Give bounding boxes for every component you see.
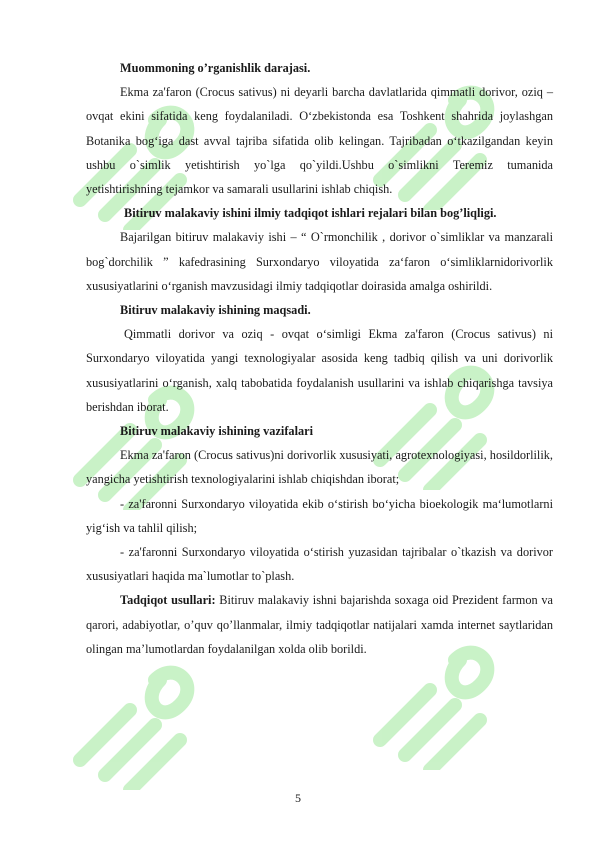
list-item: - za'faronni Surxondaryo viloyatida o‘stirish yuzasidan tajribalar o`tkazish va dorivor xususiyatlari haqida ma`lumotlar to`plash. xyxy=(86,545,553,584)
list-item: - za'faronni Surxondaryo viloyatida ekib o‘stirish bo‘yicha bioekologik ma‘lumotlarni yig‘ish va tahlil qilish; xyxy=(86,496,553,535)
paragraph xyxy=(86,588,553,661)
paragraph: Bajarilgan bitiruv malakaviy ishi – “ O`rmonchilik , dorivor o`simliklar va manzarali bog`dorchilik ” kafedrasining Surxondaryo viloyatida za‘faron o‘simliklarnidorivorlik xususiyatlarini o‘rganish mavzusidagi ilmiy tadqiqotlar doirasida amalga oshirildi. xyxy=(86,230,553,293)
paragraph: Ekma za'faron (Crocus sativus)ni dorivorlik xususiyati, agrotexnologiyasi, hosildorlilik, yangicha yetishtirish texnologiyalarini ishlab chiqishdan iborat; xyxy=(86,448,553,487)
section-heading: Bitiruv malakaviy ishini ilmiy tadqiqot ishlari rejalari bilan bog’liqligi. xyxy=(124,206,497,221)
section-heading: Muommoning o’rganishlik darajasi. xyxy=(120,61,311,75)
paragraph: Qimmatli dorivor va oziq - ovqat o‘simligi Ekma za'faron (Crocus sativus) ni Surxondaryo viloyatida yangi texnologiyalar asosida keng tadbiq qilish va uni dorivorlik xususiyatlarini o‘rganish, xalq tabobatida foydalanish usullarini va ishlab chiqarishga tavsiya berishdan iborat. xyxy=(86,327,553,414)
run-heading: Tadqiqot usullari: xyxy=(120,593,216,608)
paragraph: Ekma za'faron (Crocus sativus) ni deyarli barcha davlatlarida qimmatli dorivor, oziq –ovqat ekini sifatida keng foydalaniladi. O‘zbekistonda esa Toshkent shahrida joylashgan Botanika bog‘iga dast avval tajriba sifatida olib kelingan. Tajribadan o‘tkazilgandan keyin ushbu o`simlik yetishtirish yo`lga qo`yildi.Ushbu o`simlikni Teremiz tumanida yetishtirishning tejamkor va samarali usullarini ishlab chiqish. xyxy=(86,85,553,197)
document-body xyxy=(86,56,553,661)
watermark-logo xyxy=(60,640,210,790)
page-number: 5 xyxy=(295,791,301,805)
section-heading: Bitiruv malakaviy ishining vazifalari xyxy=(120,424,314,439)
run-text: Bitiruv malakaviy ishni bajarishda soxaga oid Prezident farmon va qarori, adabiyotlar, o’quv qo’llanmalar, ilmiy tadqiqotlar natijalari xamda internet saytlaridan olingan ma’lumotlardan foydalanilgan xolda olib borildi. xyxy=(86,593,554,656)
section-heading: Bitiruv malakaviy ishining maqsadi. xyxy=(120,303,311,318)
